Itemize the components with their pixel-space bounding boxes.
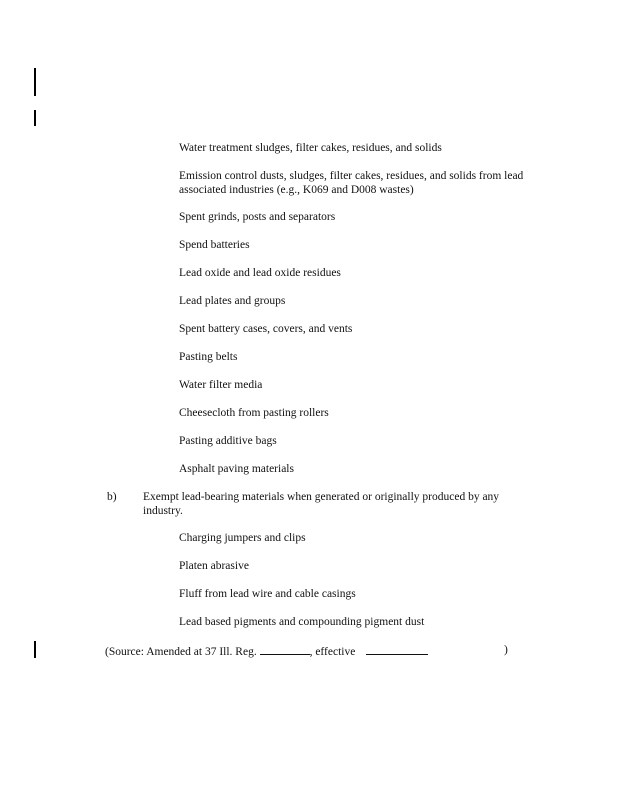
section-text: Exempt lead-bearing materials when generated or originally produced by any industry. — [143, 491, 500, 517]
list-item: Lead plates and groups — [179, 295, 286, 307]
list-item: Asphalt paving materials — [179, 463, 294, 475]
revision-bar — [34, 641, 36, 658]
list-item: Spend batteries — [179, 239, 250, 251]
list-item: Fluff from lead wire and cable casings — [179, 588, 356, 600]
source-middle: , effective — [309, 646, 356, 658]
list-item: Emission control dusts, sludges, filter cakes, residues, and solids from lead associated industries (e.g., K069 and D008 wastes) — [179, 170, 524, 196]
list-item: Lead based pigments and compounding pigment dust — [179, 616, 425, 628]
list-item: Platen abrasive — [179, 560, 249, 572]
list-item: Water treatment sludges, filter cakes, residues, and solids — [179, 142, 442, 154]
list-item: Lead oxide and lead oxide residues — [179, 267, 341, 279]
list-item: Charging jumpers and clips — [179, 532, 306, 544]
list-item: Spent grinds, posts and separators — [179, 211, 336, 223]
list-item: Spent battery cases, covers, and vents — [179, 323, 353, 335]
date-blank — [366, 643, 428, 655]
list-item: Pasting belts — [179, 351, 238, 363]
source-suffix: ) — [504, 644, 508, 656]
source-note — [105, 643, 525, 659]
list-item: Water filter media — [179, 379, 263, 391]
register-blank — [260, 643, 310, 655]
list-item: Cheesecloth from pasting rollers — [179, 407, 329, 419]
source-prefix: (Source: Amended at 37 Ill. Reg. — [105, 646, 257, 658]
revision-bar — [34, 110, 36, 126]
section-label: b) — [107, 491, 117, 503]
list-item: Pasting additive bags — [179, 435, 277, 447]
revision-bar — [34, 68, 36, 96]
